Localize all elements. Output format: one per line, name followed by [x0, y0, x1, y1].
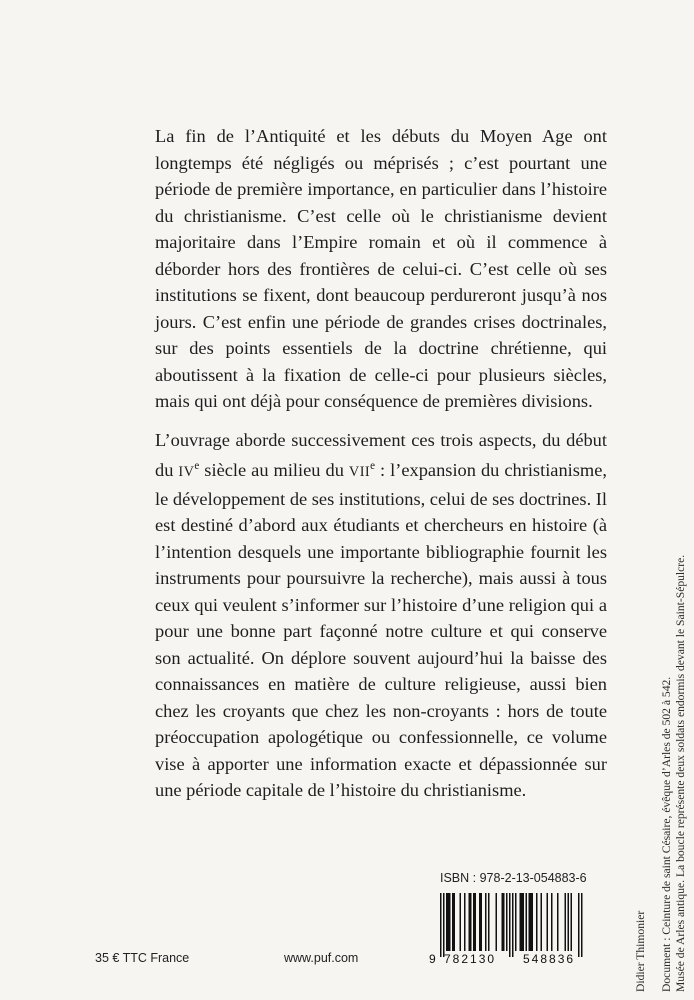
- barcode-bar: [529, 893, 531, 951]
- barcode-bar: [488, 893, 490, 951]
- barcode-bar: [502, 893, 504, 951]
- barcode-graphic: [427, 891, 602, 966]
- caption-line-2: Musée de Arles antique. La boucle représente deux soldats endormis devant le Saint-Sépulcre.: [674, 554, 687, 992]
- isbn-label: ISBN : 978-2-13-054883-6: [440, 871, 587, 885]
- barcode-bar: [536, 893, 538, 951]
- barcode-bar: [503, 893, 505, 951]
- century-end: VII: [348, 464, 371, 481]
- century-start-sup: e: [194, 460, 200, 472]
- barcode-bar: [454, 893, 456, 951]
- barcode-bar: [464, 893, 466, 951]
- barcode-bar: [506, 893, 508, 951]
- century-end-sup: e: [370, 460, 376, 472]
- paragraph-overview: L’ouvrage aborde successivement ces trois aspects, du début du IVe siècle au milieu du VIIe : l’expansion du christianisme, le développement de ses institutions, celui de ses doctrines. Il est destiné d’abord aux étudiants et chercheurs en histoire (à l’intention desquels une importante bibliographie fournit les instruments pour poursuivre la recherche), mais aussi à tous ceux qui veulent s’informer sur l’histoire d’une religion qui a pour une bonne part façonné notre culture et qui conserve son actualité. On déplore souvent aujourd’hui la baisse des connaissances en matière de culture religieuse, aussi bien chez les croyants que chez les non-croyants : hors de toute préoccupation apologétique ou confessionnelle, ce volume vise à apporter une information exacte et dépassionnée sur une période capitale de l’histoire du christianisme.: [155, 429, 607, 801]
- barcode-bar: [512, 893, 514, 957]
- barcode-bar: [460, 893, 462, 951]
- barcode-bar: [581, 893, 583, 957]
- barcode-bar: [551, 893, 553, 951]
- barcode-bar: [496, 893, 498, 951]
- barcode-first-digit: 9: [429, 952, 436, 966]
- barcode-bar: [452, 893, 454, 951]
- barcode-bar: [571, 893, 573, 951]
- barcode-bar: [526, 893, 528, 951]
- barcode-bar: [565, 893, 567, 951]
- barcode-bar: [568, 893, 570, 951]
- publisher-website: www.puf.com: [284, 951, 359, 965]
- century-start: IV: [178, 464, 195, 481]
- barcode-bar: [443, 893, 445, 957]
- barcode-bar: [448, 893, 450, 951]
- barcode-bar: [446, 893, 448, 951]
- price-label: 35 € TTC France: [95, 951, 190, 965]
- barcode-bar: [481, 893, 483, 951]
- barcode-bar: [520, 893, 522, 951]
- barcode-bar: [547, 893, 549, 951]
- barcode-bar: [557, 893, 559, 951]
- barcode-bar: [449, 893, 451, 951]
- barcode-left-digits: 782130: [444, 952, 497, 966]
- barcode-bar: [532, 893, 534, 951]
- barcode-bar: [578, 893, 580, 957]
- barcode-right-digits: 548836: [523, 952, 576, 966]
- barcode-bar: [515, 893, 517, 951]
- back-cover-blurb: [155, 123, 607, 804]
- barcode-bar: [541, 893, 543, 951]
- barcode-bar: [469, 893, 471, 951]
- barcode: [427, 891, 602, 966]
- barcode-bar: [485, 893, 487, 951]
- barcode-bar: [475, 893, 477, 951]
- barcode-bar: [523, 893, 525, 951]
- barcode-bar: [473, 893, 475, 951]
- barcode-bar: [530, 893, 532, 951]
- paragraph-intro: La fin de l’Antiquité et les débuts du Moyen Age ont longtemps été négligés ou méprisés ; c’est pourtant une période de première importance, en particulier dans l’histoire du christianisme. C’est celle où le christianisme devient majoritaire dans l’Empire romain et où il commence à déborder hors des frontières de celui-ci. C’est celle où ses institutions se fixent, dont beaucoup perdureront jusqu’à nos jours. C’est enfin une période de grandes crises doctrinales, sur des points essentiels de la doctrine chrétienne, qui aboutissent à la fixation de celle-ci pour plusieurs siècles, mais qui ont déjà pour conséquence de premières divisions.: [155, 126, 607, 411]
- barcode-bar: [470, 893, 472, 951]
- cover-image-caption: [660, 555, 688, 992]
- barcode-bar: [440, 893, 442, 957]
- barcode-bar: [479, 893, 481, 951]
- caption-line-1: Document : Ceinture de saint Césaire, évêque d’Arles de 502 à 542.: [660, 676, 673, 992]
- barcode-bar: [509, 893, 511, 957]
- designer-credit: Didier Thimonier: [634, 910, 647, 992]
- barcode-bar: [521, 893, 523, 951]
